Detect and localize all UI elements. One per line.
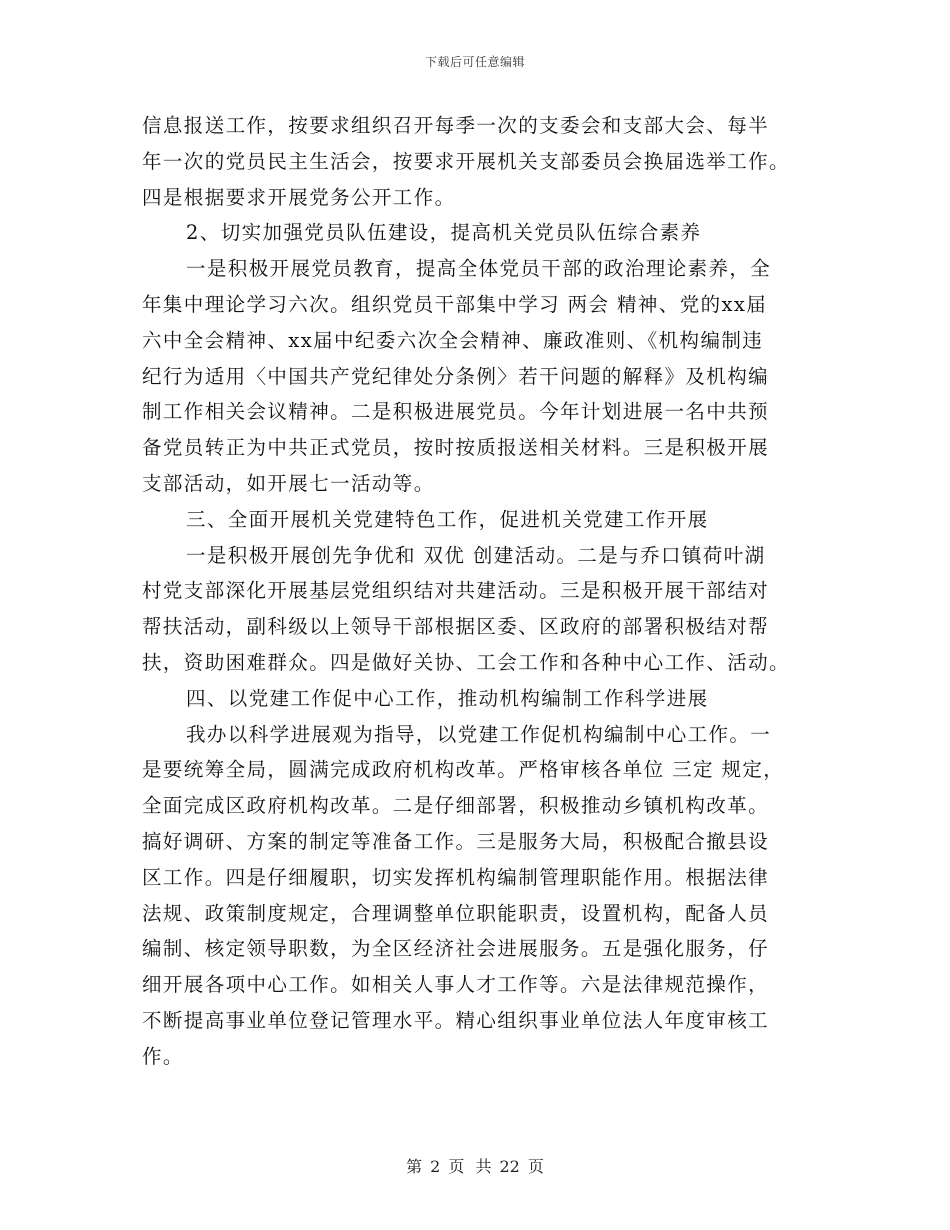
footer-suffix: 页 (527, 1157, 544, 1176)
text-line: 四、以党建工作促中心工作，推动机构编制工作科学进展 (186, 686, 709, 710)
text-line: 2、切实加强党员队伍建设，提高机关党员队伍综合素养 (186, 221, 702, 245)
text-line: 年集中理论学习六次。组织党员干部集中学习 两会 精神、党的xx届 (142, 292, 768, 316)
text-line: 一是积极开展创先争优和 双优 创建活动。二是与乔口镇荷叶湖 (186, 543, 766, 567)
footer-middle: 页 共 (448, 1157, 492, 1176)
page-header: 下载后可任意编辑 (424, 55, 525, 69)
text-line: 扶，资助困难群众。四是做好关协、工会工作和各种中心工作、活动。 (142, 650, 790, 674)
text-line: 作。 (142, 1044, 184, 1068)
text-line: 是要统筹全局，圆满完成政府机构改革。严格审核各单位 三定 规定， (142, 758, 785, 782)
text-line: 法规、政策制度规定，合理调整单位职能职责，设置机构，配备人员 (142, 901, 770, 925)
text-line: 信息报送工作，按要求组织召开每季一次的支委会和支部大会、每半 (142, 114, 770, 137)
footer-total-pages: 22 (499, 1157, 520, 1176)
footer-prefix: 第 (406, 1157, 423, 1176)
text-line: 制工作相关会议精神。二是积极进展党员。今年计划进展一名中共预 (142, 400, 770, 424)
text-line: 村党支部深化开展基层党组织结对共建活动。三是积极开展干部结对 (142, 579, 770, 603)
text-line: 区工作。四是仔细履职，切实发挥机构编制管理职能作用。根据法律 (142, 865, 770, 889)
document-body (142, 108, 810, 1075)
text-line: 我办以科学进展观为指导，以党建工作促机构编制中心工作。一 (186, 722, 772, 746)
text-line: 六中全会精神、xx届中纪委六次全会精神、廉政准则、《机构编制违 (142, 328, 764, 352)
text-line: 四是根据要求开展党务公开工作。 (142, 185, 456, 209)
text-line: 纪行为适用〈中国共产党纪律处分条例〉若干问题的解释》及机构编 (142, 364, 770, 388)
text-line: 编制、核定领导职数，为全区经济社会进展服务。五是强化服务，仔 (142, 937, 770, 961)
text-line: 不断提高事业单位登记管理水平。精心组织事业单位法人年度审核工 (142, 1008, 770, 1032)
text-line: 搞好调研、方案的制定等准备工作。三是服务大局，积极配合撤县设 (142, 829, 770, 853)
text-line: 备党员转正为中共正式党员，按时按质报送相关材料。三是积极开展 (142, 436, 770, 460)
text-line: 年一次的党员民主生活会，按要求开展机关支部委员会换届选举工作。 (142, 149, 790, 173)
footer-page-number: 2 (430, 1157, 441, 1176)
text-line: 一是积极开展党员教育，提高全体党员干部的政治理论素养，全 (186, 257, 772, 281)
text-line: 帮扶活动，副科级以上领导干部根据区委、区政府的部署积极结对帮 (142, 615, 770, 639)
text-line: 细开展各项中心工作。如相关人事人才工作等。六是法律规范操作， (142, 973, 770, 997)
text-line: 三、全面开展机关党建特色工作，促进机关党建工作开展 (186, 507, 709, 531)
text-line: 支部活动，如开展七一活动等。 (142, 471, 435, 495)
text-line: 全面完成区政府机构改革。二是仔细部署，积极推动乡镇机构改革。 (142, 794, 770, 818)
page-footer (0, 1154, 950, 1177)
